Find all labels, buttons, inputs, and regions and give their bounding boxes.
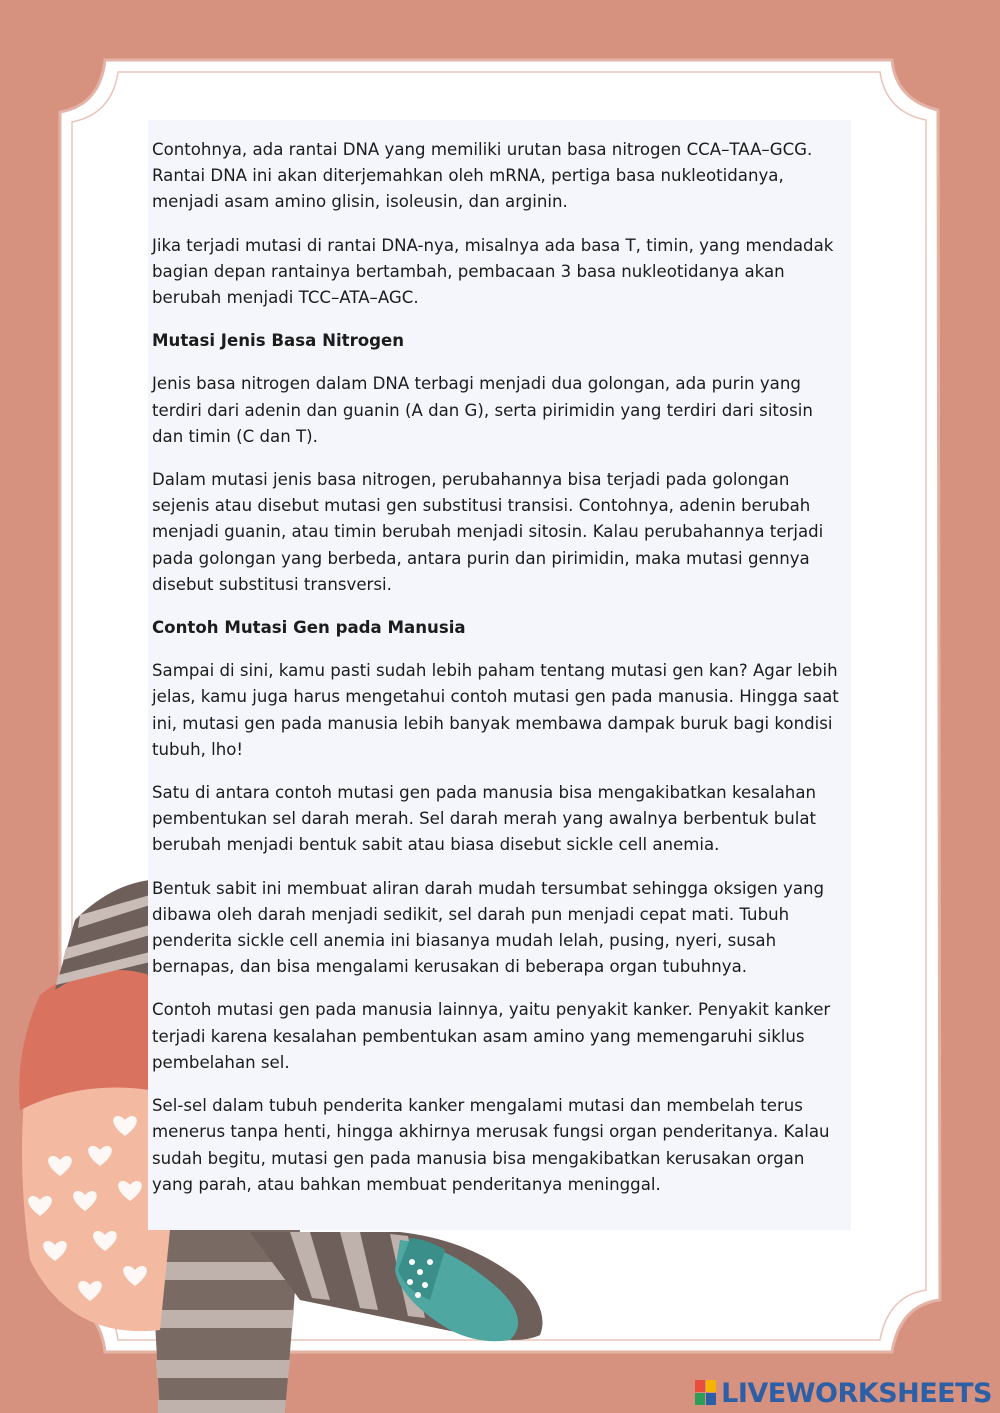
- paragraph: Dalam mutasi jenis basa nitrogen, perubahannya bisa terjadi pada golongan sejenis atau disebut mutasi gen substitusi transisi. Contohnya, adenin berubah menjadi guanin, atau timin berubah menjadi sitosin. Kalau perubahannya terjadi pada golongan yang berbeda, antara purin dan pirimidin, maka mutasi gennya disebut substitusi transversi.: [152, 470, 824, 594]
- section-heading: Contoh Mutasi Gen pada Manusia: [152, 618, 466, 638]
- liveworksheets-logo: [695, 1378, 992, 1408]
- paragraph: Contohnya, ada rantai DNA yang memiliki urutan basa nitrogen CCA–TAA–GCG. Rantai DNA ini akan diterjemahkan oleh mRNA, pertiga basa nukleotidanya, menjadi asam amino glisin, isoleusin, dan arginin.: [152, 140, 813, 212]
- paragraph: Jika terjadi mutasi di rantai DNA-nya, misalnya ada basa T, timin, yang mendadak bagian depan rantainya bertambah, pembacaan 3 basa nukleotidanya akan berubah menjadi TCC–ATA–AGC.: [152, 235, 834, 308]
- article-body: [148, 120, 851, 1230]
- paragraph: Sampai di sini, kamu pasti sudah lebih paham tentang mutasi gen kan? Agar lebih jelas, kamu juga harus mengetahui contoh mutasi gen pada manusia. Hingga saat ini, mutasi gen pada manusia lebih banyak membawa dampak buruk bagi kondisi tubuh, lho!: [152, 661, 839, 759]
- logo-text: LIVEWORKSHEETS: [721, 1377, 992, 1409]
- paragraph: Satu di antara contoh mutasi gen pada manusia bisa mengakibatkan kesalahan pembentukan sel darah merah. Sel darah merah yang awalnya berbentuk bulat berubah menjadi bentuk sabit atau biasa disebut sickle cell anemia.: [152, 783, 817, 855]
- paragraph: Jenis basa nitrogen dalam DNA terbagi menjadi dua golongan, ada purin yang terdiri dari adenin dan guanin (A dan G), serta pirimidin yang terdiri dari sitosin dan timin (C dan T).: [152, 374, 813, 446]
- paragraph: Bentuk sabit ini membuat aliran darah mudah tersumbat sehingga oksigen yang dibawa oleh darah menjadi sedikit, sel darah pun menjadi cepat mati. Tubuh penderita sickle cell anemia ini biasanya mudah lelah, pusing, nyeri, susah bernapas, dan bisa mengalami kerusakan di beberapa organ tubuhnya.: [152, 878, 825, 977]
- paragraph: Sel-sel dalam tubuh penderita kanker mengalami mutasi dan membelah terus menerus tanpa henti, hingga akhirnya merusak fungsi organ penderitanya. Kalau sudah begitu, mutasi gen pada manusia bisa mengakibatkan kerusakan organ yang parah, atau bahkan membuat penderitanya meninggal.: [152, 1096, 830, 1194]
- section-heading: Mutasi Jenis Basa Nitrogen: [152, 331, 405, 351]
- paragraph: Contoh mutasi gen pada manusia lainnya, yaitu penyakit kanker. Penyakit kanker terjadi karena kesalahan pembentukan asam amino yang memengaruhi siklus pembelahan sel.: [152, 1000, 831, 1072]
- liveworksheets-badge-icon: [695, 1380, 717, 1406]
